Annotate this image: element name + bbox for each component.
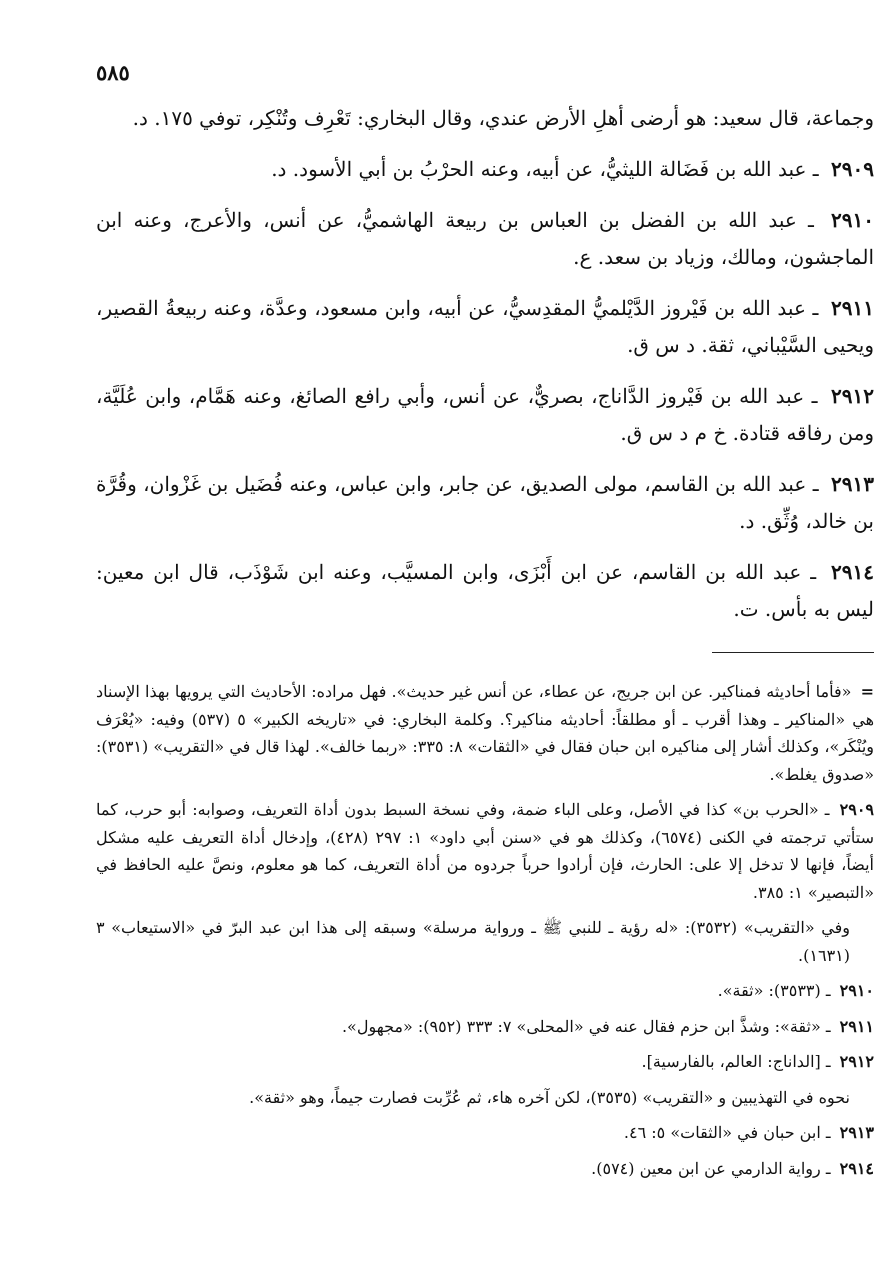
footnote-number: ٢٩١٤	[839, 1158, 874, 1178]
footnote-number: ٢٩١٣	[839, 1123, 874, 1142]
footnote-separator	[712, 652, 874, 653]
footnote-number: ٢٩١٠	[839, 981, 874, 1000]
entry-2914	[96, 554, 874, 628]
entry-2910	[96, 202, 874, 276]
entry-2912	[96, 378, 874, 452]
footnote-number: ٢٩٠٩	[839, 800, 875, 819]
entry-2911	[96, 290, 874, 364]
main-text	[96, 100, 874, 642]
footnote-text: «فأما أحاديثه فمناكير. عن ابن جريج، عن عطاء، عن أنس غير حديث». فهل مراده: الأحاديث التي يرويها بهذا الإسناد هي «المناكير ـ وهذا أقرب ـ أو مطلقاً: أحاديثه مناكير؟. وكلمة البخاري: في «تاريخه الكبير» ٥ (٥٣٧) وفيه: «يُعْرَف ويُنْكَر»، وكذلك أشار إلى مناكيره ابن حبان فقال في «الثقات» ٨: ٣٣٥: «ربما خالف». لهذا قال في «التقريب» (٣٥٣١): «صدوق يغلط».	[96, 682, 875, 784]
entry-number: ٢٩٠٩	[831, 157, 874, 181]
footnote-2914	[96, 1155, 874, 1183]
entry-number: ٢٩١١	[831, 296, 874, 320]
footnote-2909-continued	[96, 914, 874, 969]
footnote-2910	[96, 977, 874, 1005]
entry-text: ـ عبد الله بن القاسم، مولى الصديق، عن جابر، وابن عباس، وعنه فُضَيل بن غَزْوان، وقُرَّة بن خالد، وُثِّق. د.	[96, 472, 874, 533]
footnote-text: ـ (٣٥٣٣): «ثقة».	[717, 981, 831, 1000]
footnote-continued	[96, 678, 874, 788]
entry-number: ٢٩١٤	[831, 560, 874, 584]
footnote-text: ـ رواية الدارمي عن ابن معين (٥٧٤).	[591, 1158, 831, 1178]
footnote-number: =	[860, 682, 874, 701]
page-number: ٥٨٥	[96, 60, 130, 85]
entry-2909	[96, 151, 874, 188]
footnotes	[96, 678, 874, 1190]
footnote-number: ٢٩١٢	[839, 1052, 874, 1071]
entry-text: ـ عبد الله بن القاسم، عن ابن أَبْزَى، وابن المسيَّب، وعنه ابن شَوْذَب، قال ابن معين: ليس به بأس. ت.	[96, 560, 874, 621]
footnote-2909	[96, 796, 874, 906]
entry-number: ٢٩١٣	[831, 472, 875, 496]
entry-continuation: وجماعة، قال سعيد: هو أرضى أهلِ الأرض عندي، وقال البخاري: تَعْرِف وتُنْكِر، توفي ١٧٥. د.	[132, 106, 874, 130]
entry-number: ٢٩١٢	[831, 384, 874, 408]
entry-number: ٢٩١٠	[831, 208, 874, 232]
footnote-text: ـ «ثقة»: وشذَّ ابن حزم فقال عنه في «المحلى» ٧: ٣٣٣ (٩٥٢): «مجهول».	[341, 1016, 831, 1036]
footnote-text: نحوه في التهذيبين و «التقريب» (٣٥٣٥)، لكن آخره هاء، ثم عُرِّبت فصارت جيماً، وهو «ثقة».	[249, 1087, 850, 1107]
entry-text: ـ عبد الله بن الفضل بن العباس بن ربيعة الهاشميُّ، عن أنس، والأعرج، وعنه ابن الماجشون، ومالك، وزياد بن سعد. ع.	[96, 208, 874, 269]
footnote-2912	[96, 1048, 874, 1076]
entry-text: ـ عبد الله بن فَيْروز الدَّاناج، بصريٌّ، عن أنس، وأبي رافع الصائغ، وعنه هَمَّام، وابن عُلَيَّة، ومن رفاقه قتادة. خ م د س ق.	[96, 384, 874, 445]
footnote-text: ـ [الداناج: العالم، بالفارسية].	[641, 1052, 831, 1071]
footnote-number: ٢٩١١	[839, 1016, 874, 1036]
footnote-2912-continued	[96, 1084, 874, 1112]
footnote-text: ـ ابن حبان في «الثقات» ٥: ٤٦.	[623, 1123, 831, 1142]
footnote-text: ـ «الحرب بن» كذا في الأصل، وعلى الباء ضمة، وفي نسخة السبط بدون أداة التعريف، وصوابه: أبو حرب، كما ستأتي ترجمته في الكنى (٦٥٧٤)، وكذلك هو في «سنن أبي داود» ١: ٢٩٧ (٤٢٨)، وإدخال أداة التعريف عليه مشكل أيضاً، فإنها لا تدخل إلا على: الحارث، فإن أرادوا حرباً جردوه من أداة التعريف، كما هو معلوم، ونصَّ عليه الحافظ في «التبصير» ١: ٣٨٥.	[96, 800, 874, 902]
entry-text: ـ عبد الله بن فَضَالة الليثيُّ، عن أبيه، وعنه الحرْبُ بن أبي الأسود. د.	[271, 157, 819, 181]
footnote-2913	[96, 1119, 874, 1147]
entry-text: ـ عبد الله بن فَيْروز الدَّيْلميُّ المقدِسيُّ، عن أبيه، وابن مسعود، وعدَّة، وعنه ربيعةُ القصير، ويحيى السَّيْباني، ثقة. د س ق.	[96, 296, 874, 357]
footnote-2911	[96, 1013, 874, 1041]
entry-2913	[96, 466, 874, 540]
footnote-text: وفي «التقريب» (٣٥٣٢): «له رؤية ـ للنبي ﷺ ـ ورواية مرسلة» وسبقه إلى هذا ابن عبد البرّ في «الاستيعاب» ٣ (١٦٣١).	[96, 918, 851, 965]
